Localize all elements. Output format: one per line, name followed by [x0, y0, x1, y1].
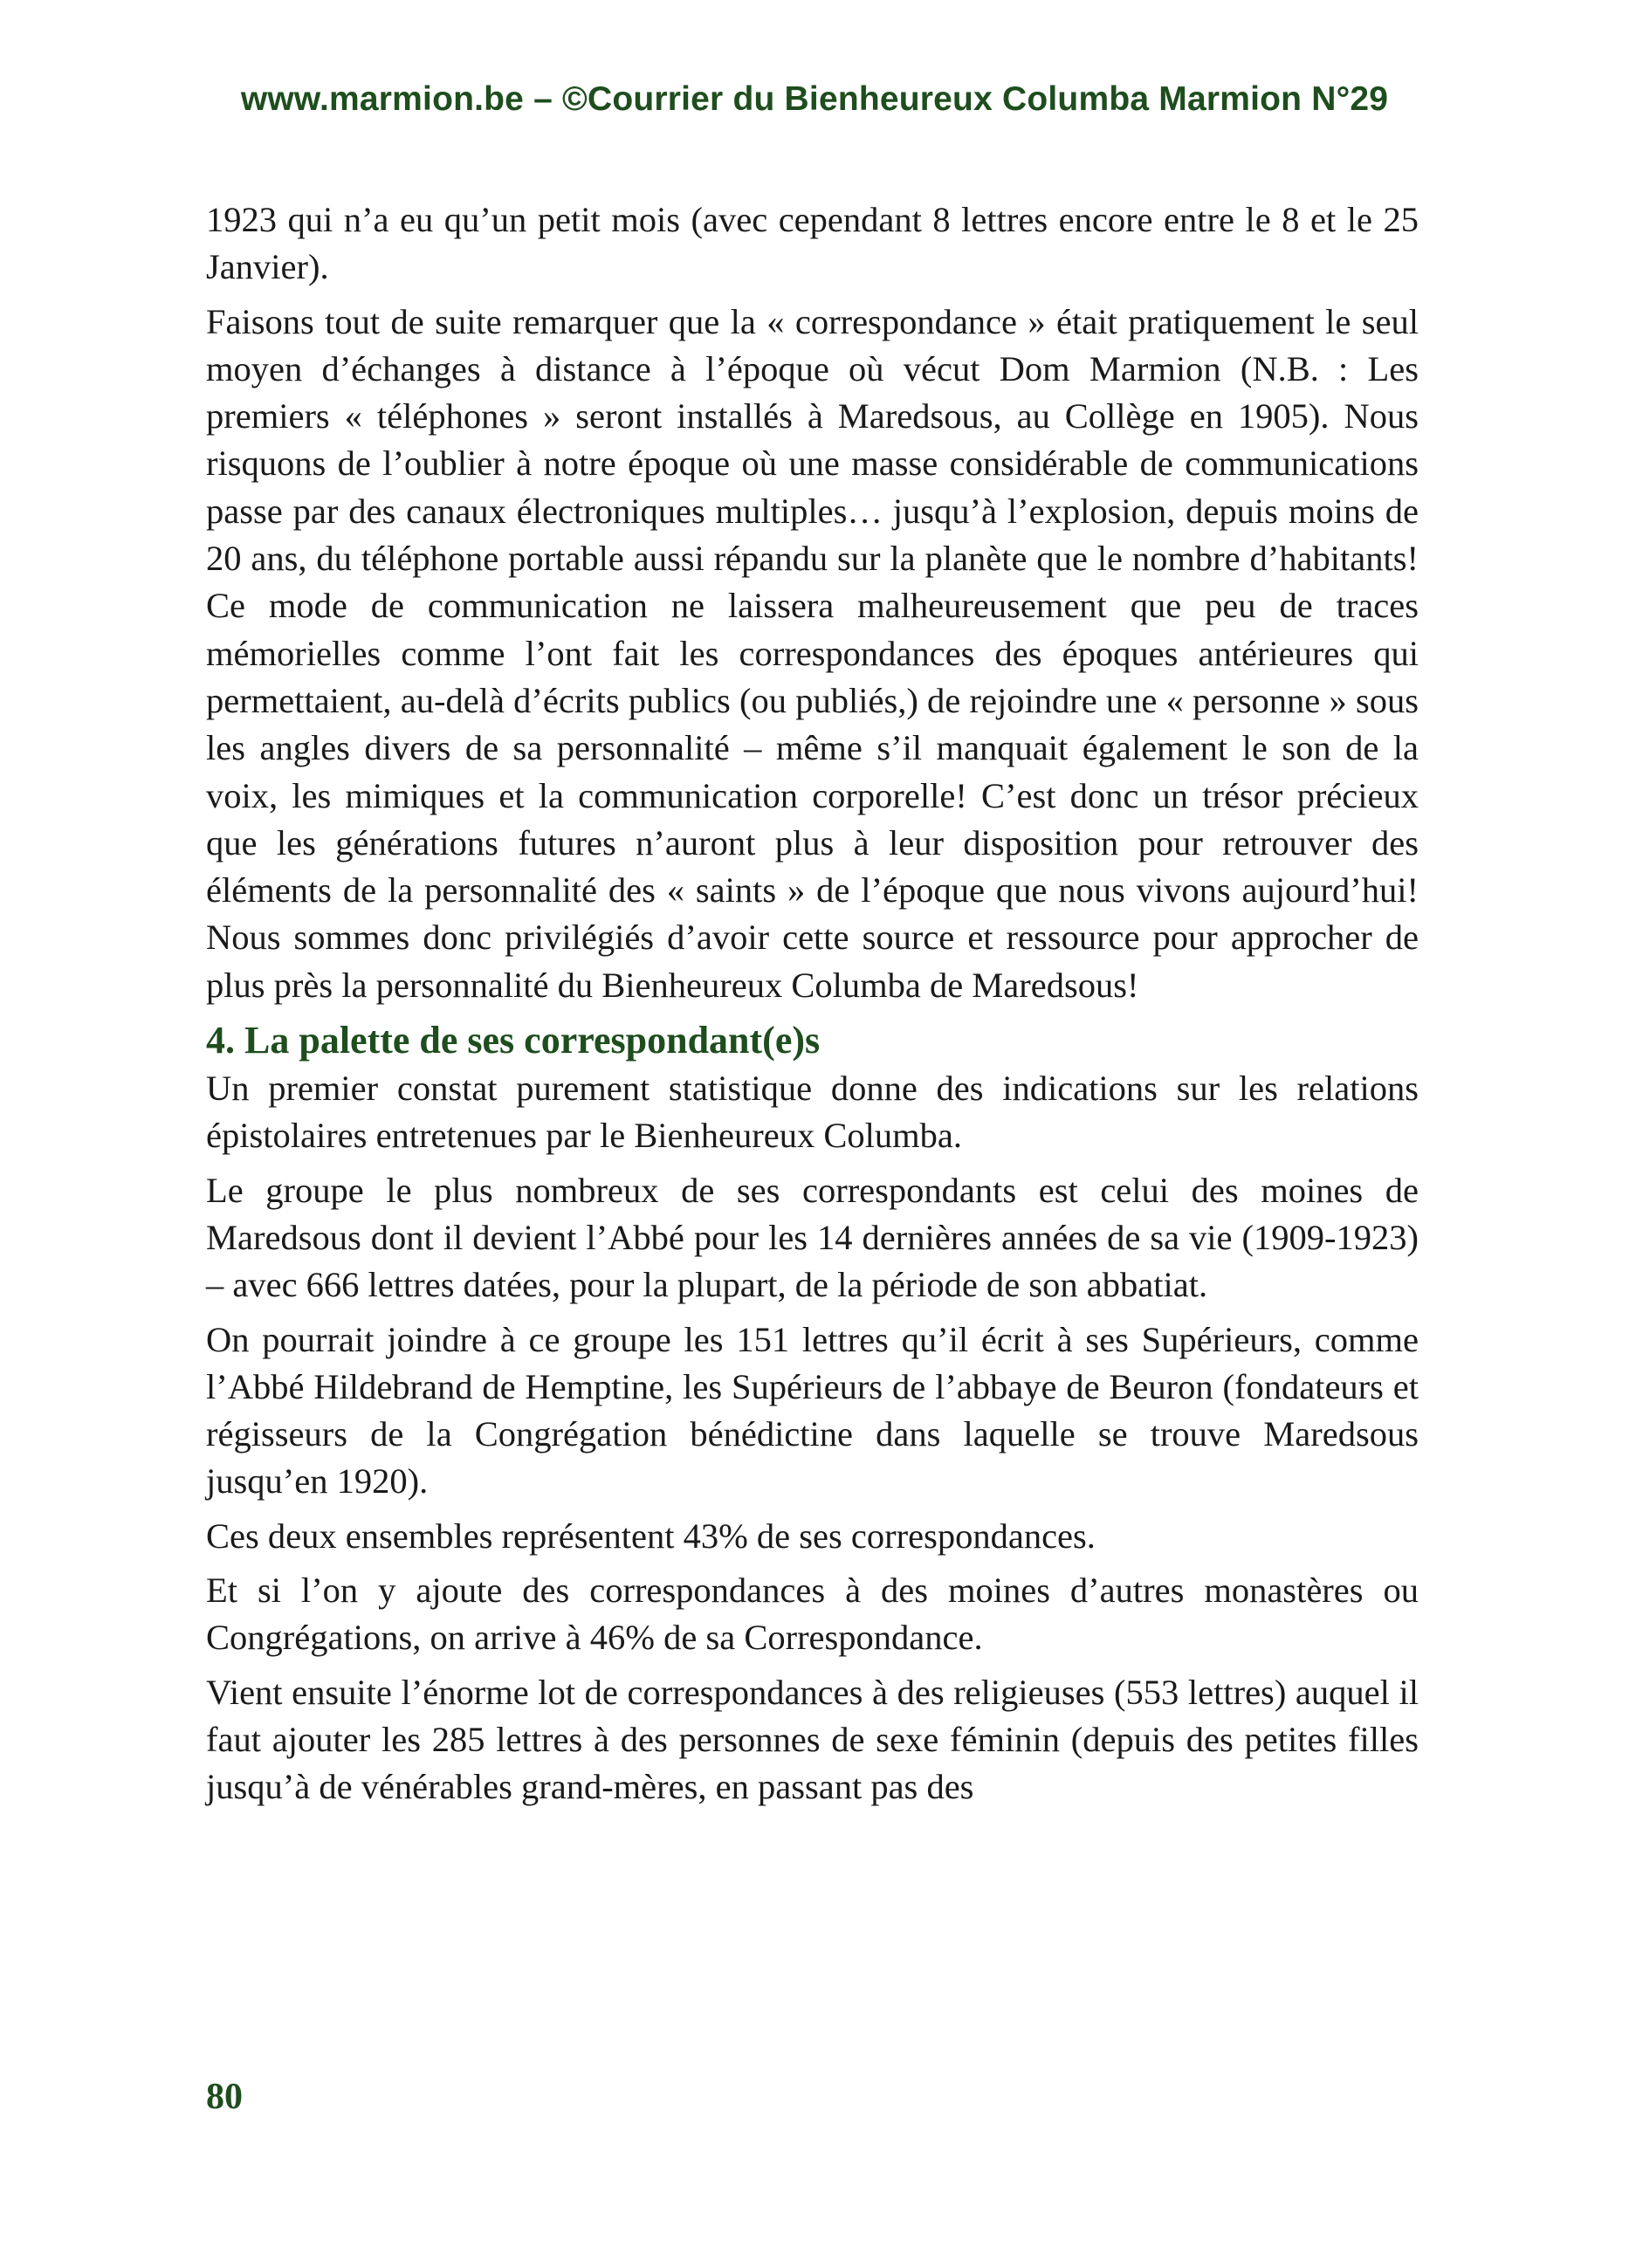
running-header: www.marmion.be – ©Courrier du Bienheureux Columba Marmion N°29 — [240, 80, 1389, 118]
paragraph: On pourrait joindre à ce groupe les 151 lettres qu’il écrit à ses Supérieurs, comme l’Abbé Hildebrand de Hemptine, les Supérieurs de l’abbaye de Beuron (fondateurs et régisseurs de la Congrégation bénédictine dans laquelle se trouve Maredsous jusqu’en 1920). — [206, 1319, 1419, 1502]
section-heading: 4. La palette de ses correspondant(e)s — [206, 1019, 821, 1062]
paragraph: Et si l’on y ajoute des correspondances à des moines d’autres monastères ou Congrégations, on arrive à 46% de sa Correspondance. — [206, 1570, 1419, 1658]
paragraph: Le groupe le plus nombreux de ses correspondants est celui des moines de Maredsous dont il devient l’Abbé pour les 14 dernières années de sa vie (1909-1923) – avec 666 lettres datées, pour la plupart, de la période de son abbatiat. — [206, 1170, 1419, 1305]
paragraph: 1923 qui n’a eu qu’un petit mois (avec cependant 8 lettres encore entre le 8 et le 25 Janvier). — [206, 200, 1419, 287]
page-number: 80 — [206, 2077, 243, 2117]
paragraph: Faisons tout de suite remarquer que la « correspondance » était pratiquement le seul moyen d’échanges à distance à l’époque où vécut Dom Marmion (N.B. : Les premiers « téléphones » seront installés à Maredsous, au Collège en 1905). Nous risquons de l’oublier à notre époque où une masse considérable de communications passe par des canaux électroniques multiples… jusqu’à l’explosion, depuis moins de 20 ans, du téléphone portable aussi répandu sur la planète que le nombre d’habitants! Ce mode de communication ne laissera malheureusement que peu de traces mémorielles comme l’ont fait les correspondances des époques antérieures qui permettaient, au-delà d’écrits publics (ou publiés,) de rejoindre une « personne » sous les angles divers de sa personnalité – même s’il manquait également le son de la voix, les mimiques et la communication corporelle! C’est donc un trésor précieux que les générations futures n’auront plus à leur disposition pour retrouver des éléments de la personnalité des « saints » de l’époque que nous vivons aujourd’hui! Nous sommes donc privilégiés d’avoir cette source et ressource pour approcher de plus près la personnalité du Bienheureux Columba de Maredsous! — [206, 301, 1419, 1005]
paragraph: Vient ensuite l’énorme lot de correspondances à des religieuses (553 lettres) auquel il faut ajouter les 285 lettres à des personnes de sexe féminin (depuis des petites filles jusqu’à de vénérables grand-mères, en passant pas des — [206, 1672, 1419, 1807]
body-text — [206, 196, 1419, 1818]
paragraph: Ces deux ensembles représentent 43% de ses correspondances. — [206, 1515, 1096, 1556]
paragraph: Un premier constat purement statistique donne des indications sur les relations épistolaires entretenues par le Bienheureux Columba. — [206, 1069, 1419, 1156]
